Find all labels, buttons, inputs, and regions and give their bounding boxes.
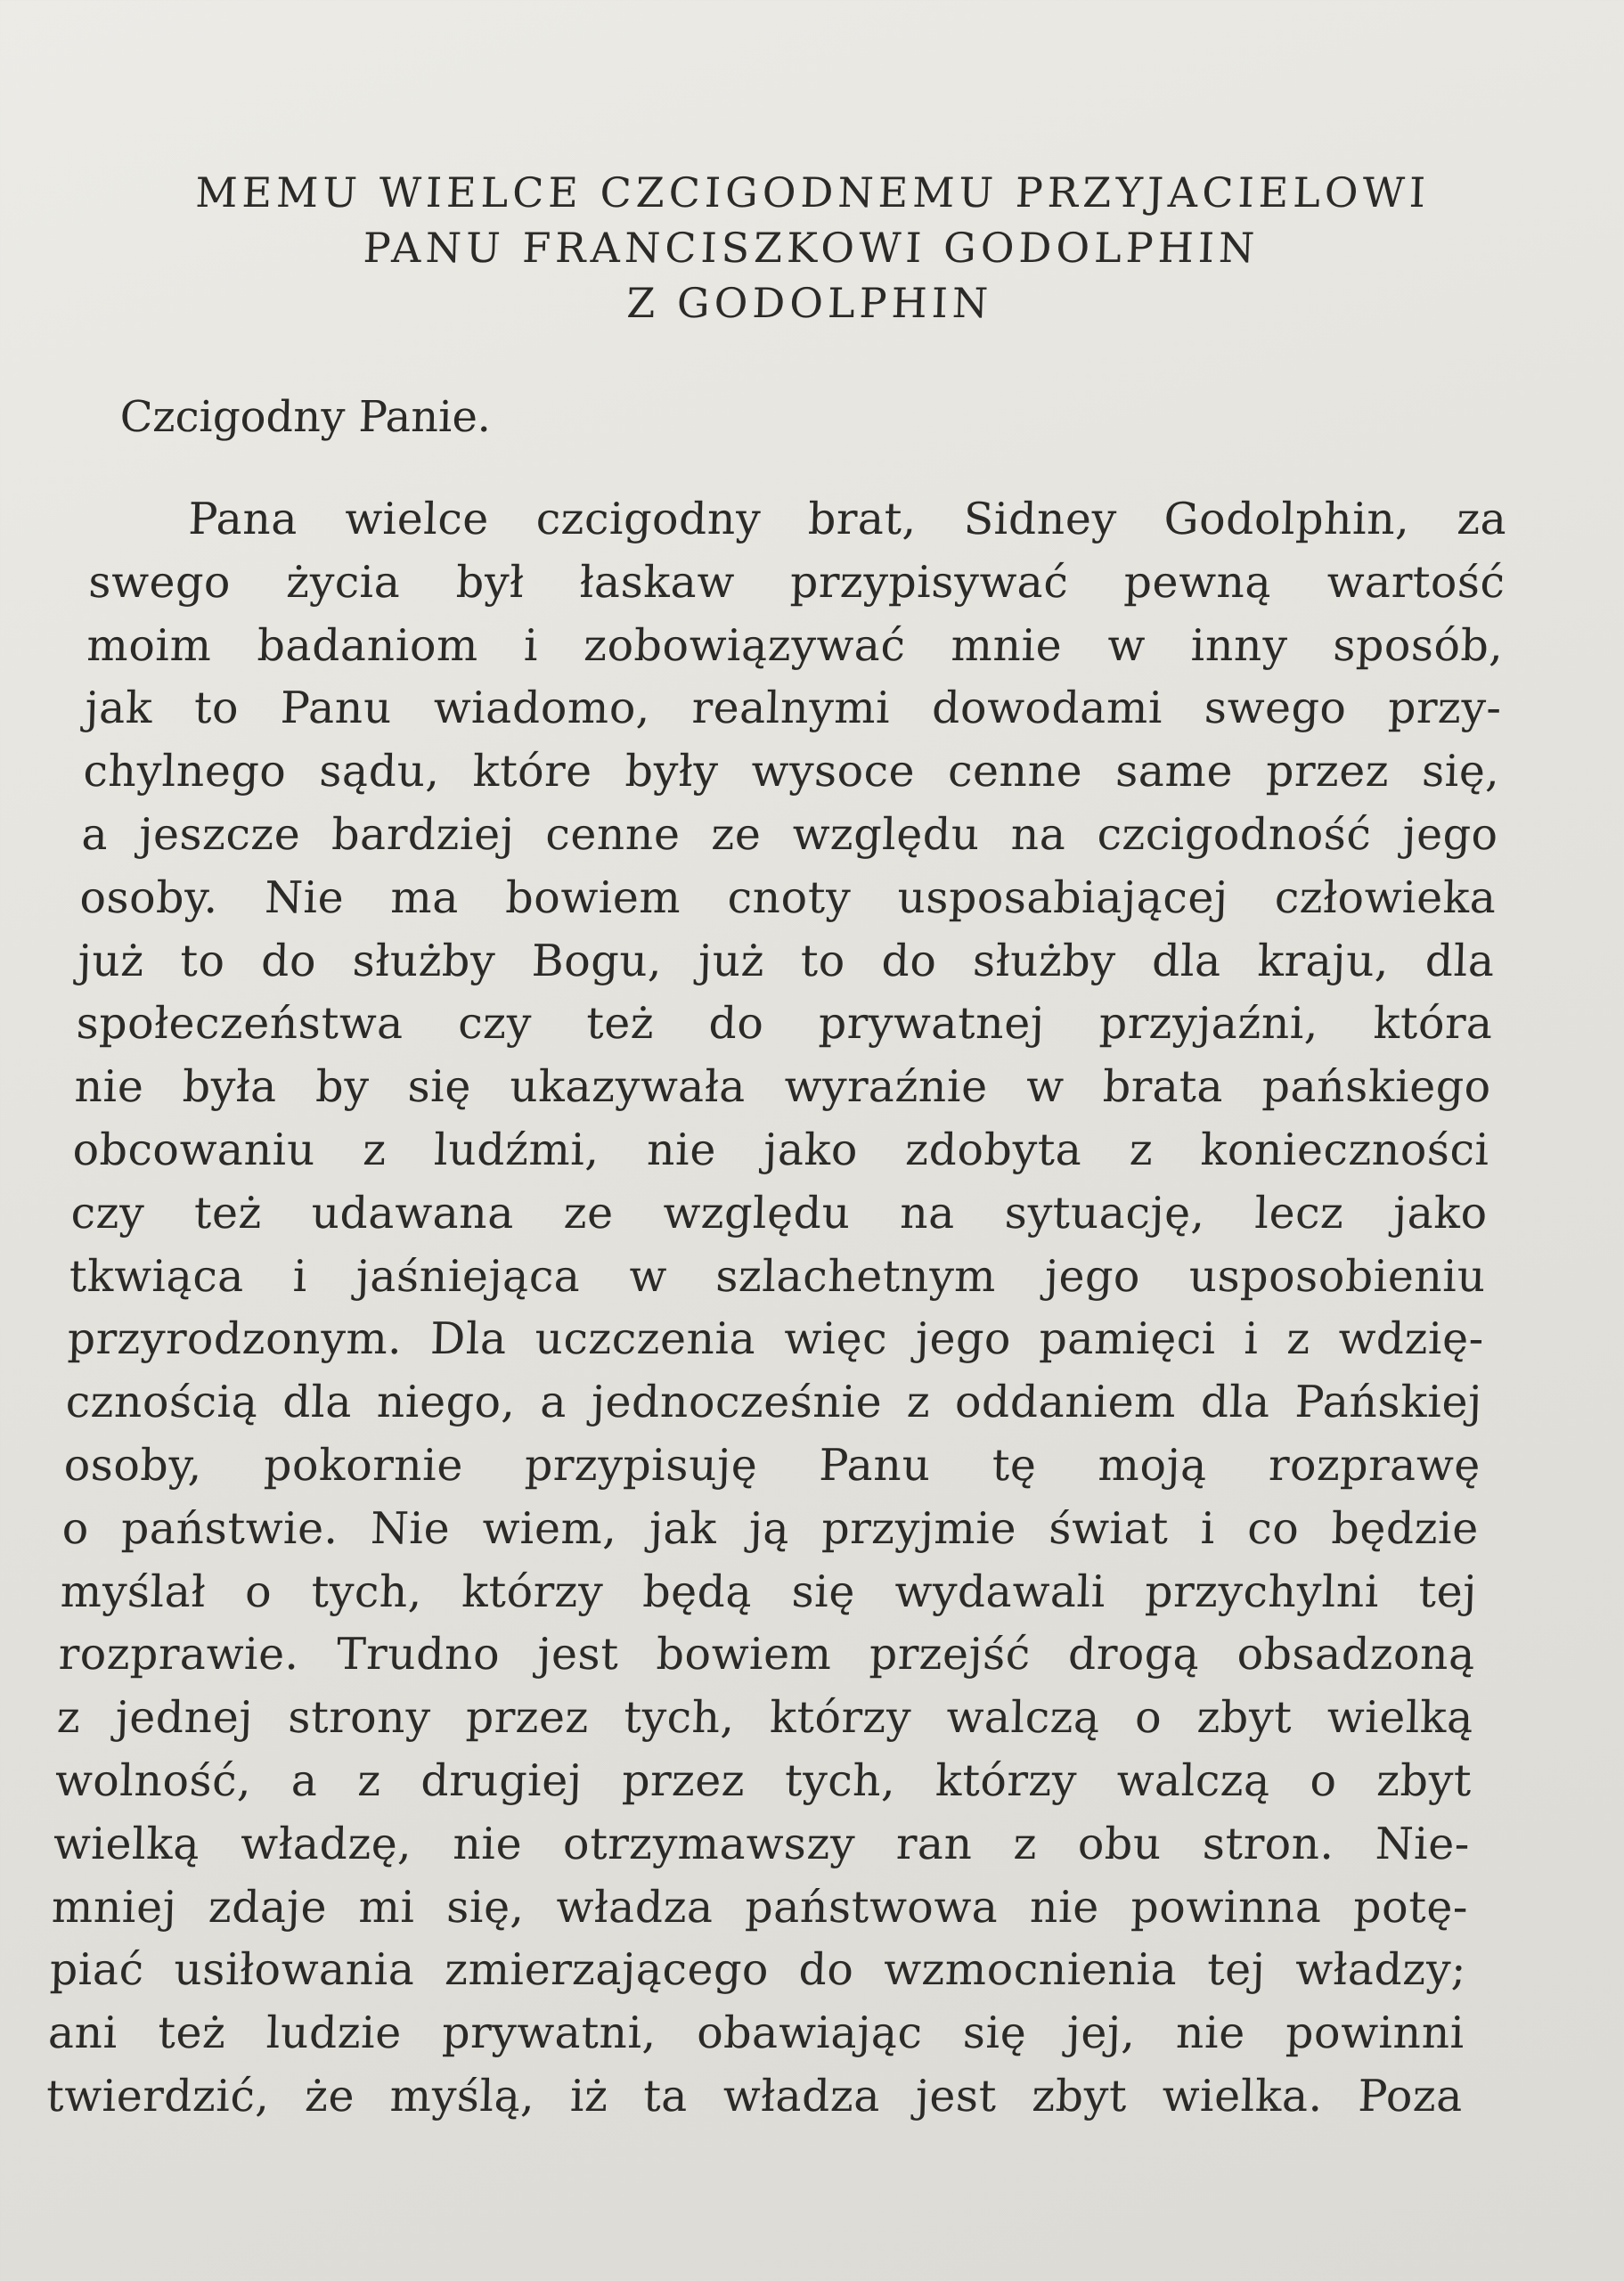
text-line: piać usiłowania zmierzającego do wzmocnienia tej władzy;	[49, 1944, 1467, 1996]
text-line: czy też udawana ze względu na sytuację, lecz jako	[69, 1187, 1489, 1239]
text-line: a jeszcze bardziej cenne ze względu na czcigodność jego	[80, 808, 1499, 860]
dedication-line: Z GODOLPHIN	[625, 279, 993, 327]
text-line: swego życia był łaskaw przypisywać pewną wartość	[87, 556, 1506, 608]
text-line: nie była by się ukazywała wyraźnie w brata pańskiego	[73, 1061, 1492, 1113]
text-line: o państwie. Nie wiem, jak ją przyjmie świat i co będzie	[61, 1502, 1480, 1554]
text-line: ani też ludzie prywatni, obawiając się jej, nie powinni	[47, 2007, 1465, 2059]
text-line: rozprawie. Trudno jest bowiem przejść drogą obsadzoną	[58, 1629, 1476, 1680]
text-line: społeczeństwa czy też do prywatnej przyjaźni, która	[75, 998, 1494, 1050]
text-line: jak to Panu wiadomo, realnymi dowodami swego przy-	[84, 683, 1503, 734]
dedication-line: MEMU WIELCE CZCIGODNEMU PRZYJACIELOWI	[194, 168, 1431, 217]
text-line: obcowaniu z ludźmi, nie jako zdobyta z konieczności	[71, 1124, 1490, 1175]
text-line: już to do służby Bogu, już to do służby dla kraju, dla	[77, 935, 1496, 986]
text-line: wolność, a z drugiej przez tych, którzy walczą o zbyt	[54, 1754, 1473, 1806]
text-line: wielką władzę, nie otrzymawszy ran z obu stron. Nie-	[53, 1818, 1471, 1869]
text-line: osoby. Nie ma bowiem cnoty usposabiającej człowieka	[78, 871, 1498, 923]
text-line: myślał o tych, którzy będą się wydawali przychylni tej	[60, 1566, 1478, 1617]
text-line: cznością dla niego, a jednocześnie z oddaniem dla Pańskiej	[65, 1377, 1483, 1428]
dedication-heading	[94, 165, 1528, 331]
body-text	[45, 488, 1507, 2129]
dedication-line: PANU FRANCISZKOWI GODOLPHIN	[362, 224, 1260, 272]
text-line: tkwiąca i jaśniejąca w szlachetnym jego usposobieniu	[68, 1250, 1487, 1302]
text-line: moim badaniom i zobowiązywać mnie w inny sposób,	[86, 619, 1505, 671]
salutation: Czcigodny Panie.	[118, 392, 493, 442]
text-line: twierdzić, że myślą, iż ta władza jest zbyt wielka. Poza	[45, 2070, 1464, 2122]
text-line: z jednej strony przez tych, którzy walczą o zbyt wielką	[56, 1692, 1474, 1744]
text-line: osoby, pokornie przypisuję Panu tę moją rozprawę	[63, 1439, 1481, 1491]
text-line: chylnego sądu, które były wysoce cenne same przez się,	[82, 746, 1501, 797]
text-line: mniej zdaje mi się, władza państwowa nie powinna potę-	[51, 1881, 1469, 1933]
text-line: Pana wielce czcigodny brat, Sidney Godolphin, za	[187, 494, 1508, 544]
text-line: przyrodzonym. Dla uczczenia więc jego pamięci i z wdzię-	[66, 1313, 1485, 1365]
